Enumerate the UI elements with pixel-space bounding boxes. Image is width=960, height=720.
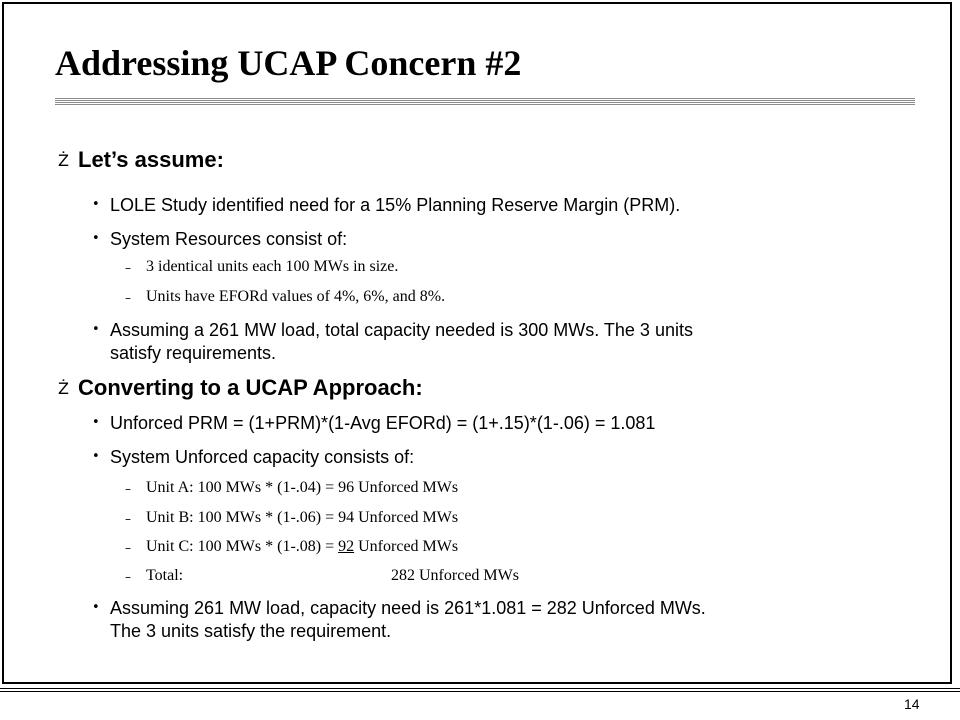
unit-a-line: Unit A: 100 MWs * (1-.04) = 96 Unforced MWs: [146, 479, 459, 496]
slide-title: Addressing UCAP Concern #2: [55, 43, 522, 83]
level3-dash-icon: –: [125, 482, 131, 496]
total-value: 282 Unforced MWs: [391, 567, 519, 584]
section2-bullet-2: System Unforced capacity consists of:: [110, 447, 415, 467]
total-label: Total:: [146, 567, 184, 584]
section1-heading: Let’s assume:: [78, 147, 224, 172]
level2-bullet-icon: •: [92, 322, 100, 337]
section1-bullet-3: Assuming a 261 MW load, total capacity needed is 300 MWs. The 3 units: [110, 320, 693, 340]
section1-bullet-1: LOLE Study identified need for a 15% Planning Reserve Margin (PRM).: [110, 195, 681, 215]
footer-rule-secondary: [0, 691, 960, 692]
page-number: 14: [904, 696, 920, 712]
section2-heading: Converting to a UCAP Approach:: [78, 375, 423, 400]
level3-dash-icon: –: [125, 570, 131, 584]
unit-b-line: Unit B: 100 MWs * (1-.06) = 94 Unforced MWs: [146, 509, 459, 526]
level3-dash-icon: –: [125, 291, 131, 305]
section2-bullet-3-continued: The 3 units satisfy the requirement.: [110, 621, 392, 641]
level2-bullet-icon: •: [92, 600, 100, 615]
section1-sub-bullet-2: Units have EFORd values of 4%, 6%, and 8%.: [146, 288, 446, 305]
section2-bullet-3: Assuming 261 MW load, capacity need is 261*1.081 = 282 Unforced MWs.: [110, 598, 706, 618]
unit-c-prefix: Unit C: 100 MWs * (1-.08) =: [146, 538, 339, 555]
section2-bullet-1: Unforced PRM = (1+PRM)*(1-Avg EFORd) = (1+.15)*(1-.06) = 1.081: [110, 413, 656, 433]
level2-bullet-icon: •: [92, 231, 100, 246]
unit-c-line: [146, 538, 458, 556]
title-underline: [55, 98, 915, 105]
level2-bullet-icon: •: [92, 197, 100, 212]
level1-bullet-icon: Ż: [58, 151, 69, 170]
level1-bullet-icon: Ż: [58, 379, 69, 398]
level3-dash-icon: –: [125, 261, 131, 275]
unit-c-value: 92: [338, 538, 355, 555]
section1-bullet-2: System Resources consist of:: [110, 229, 348, 249]
level3-dash-icon: –: [125, 541, 131, 555]
level2-bullet-icon: •: [92, 415, 100, 430]
unit-c-suffix: Unforced MWs: [354, 538, 459, 555]
level2-bullet-icon: •: [92, 449, 100, 464]
level3-dash-icon: –: [125, 512, 131, 526]
section1-bullet-3-continued: satisfy requirements.: [110, 343, 277, 363]
footer-rule: [0, 688, 960, 689]
section1-sub-bullet-1: 3 identical units each 100 MWs in size.: [146, 258, 399, 275]
